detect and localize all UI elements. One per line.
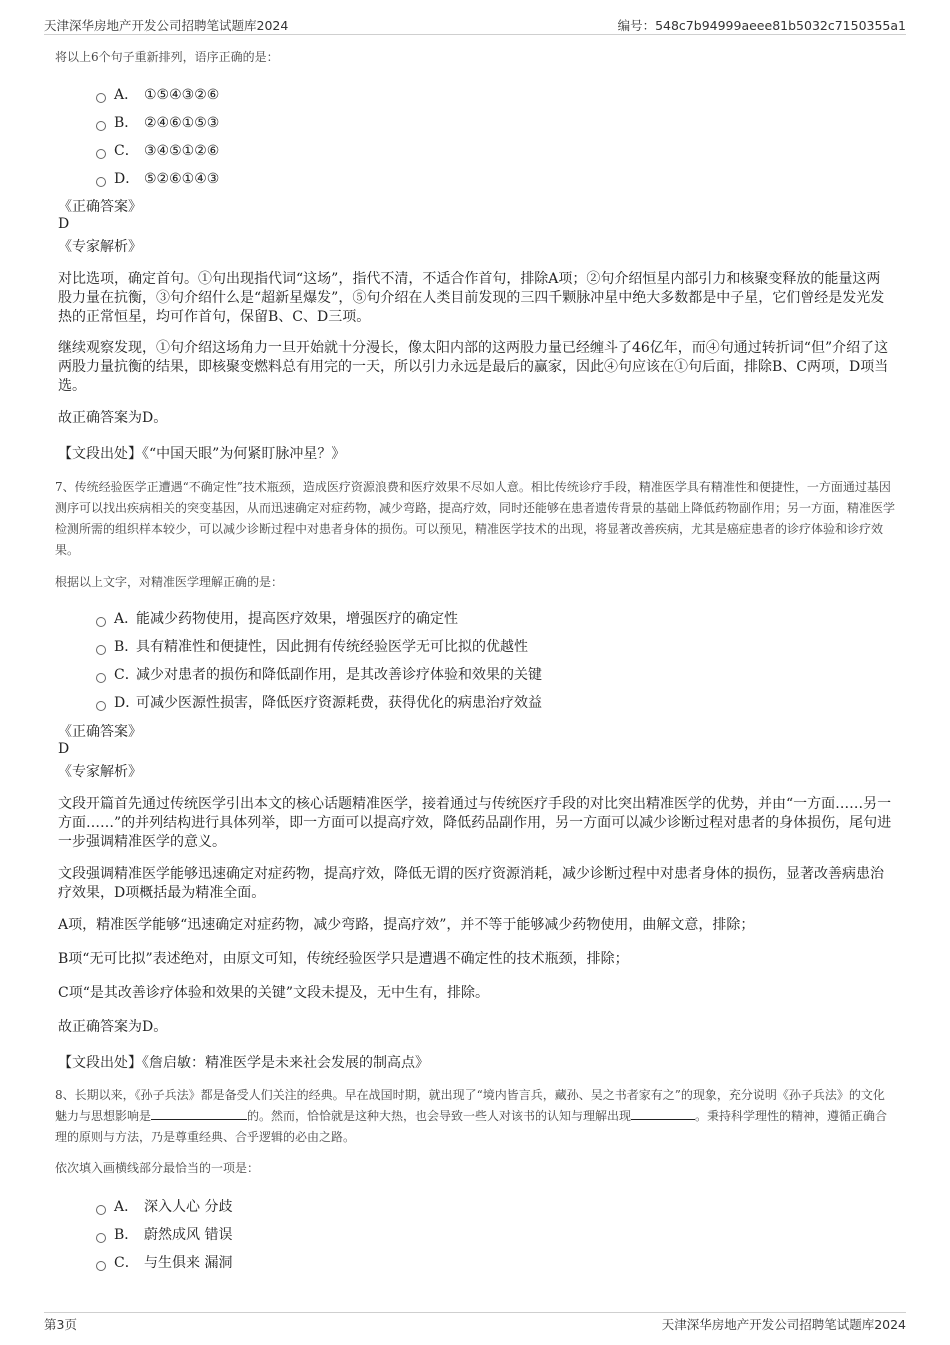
q8-question-text: 8、长期以来，《孙子兵法》都是备受人们关注的经典。早在战国时期，就出现了“境内皆言兵，藏孙、吴之书者家有之”的现象，充分说明《孙子兵法》的文化魅力与思想影响是 的。然而，恰恰就是这种大热，也会导致一些人对该书的认知与理解出现 。秉持科学理性的精神，遵循正确合理的原则与方法，乃是尊重经典、合乎逻辑的必由之路。 bbox=[55, 1088, 888, 1144]
page-number: 第3页 bbox=[44, 1317, 77, 1332]
q6-analysis-para-1: 对比选项，确定首句。①句出现指代词“这场”，指代不清，不适合作首句，排除A项；②句介绍恒星内部引力和核聚变释放的能量这两股力量在抗衡，③句介绍什么是“超新星爆发”，⑤句介绍在人类目前发现的三四千颗脉冲星中绝大多数都是中子星，它们曾经是发光发热的正常恒星，均可作首句，保留B、C、D三项。 bbox=[58, 271, 885, 325]
q6-analysis-label: 《专家解析》 bbox=[58, 239, 142, 255]
q6-analysis-para-2: 继续观察发现，①句介绍这场角力一旦开始就十分漫长，像太阳内部的这两股力量已经缠斗了46亿年，而④句通过转折词“但”介绍了这两股力量抗衡的结果，即核聚变燃料总有用完的一天，所以引力永远是最后的赢家，因此④句应该在①句后面，排除B、C两项，D项当选。 bbox=[58, 340, 889, 394]
q7-prompt: 根据以上文字，对精准医学理解正确的是： bbox=[55, 575, 284, 589]
q8-option-a[interactable]: A． 深入人心 分歧 bbox=[96, 1196, 232, 1216]
q8-option-c[interactable]: C． 与生俱来 漏洞 bbox=[96, 1252, 232, 1272]
footer-title: 天津深华房地产开发公司招聘笔试题库2024 bbox=[661, 1317, 906, 1332]
q7-option-b[interactable]: B．具有精准性和便捷性，因此拥有传统经验医学无可比拟的优越性 bbox=[96, 636, 528, 656]
radio-icon[interactable] bbox=[96, 645, 106, 655]
radio-icon[interactable] bbox=[96, 177, 106, 187]
q6-option-c[interactable]: C． ③④⑤①②⑥ bbox=[96, 140, 219, 160]
q7-analysis-para-1: 文段开篇首先通过传统医学引出本文的核心话题精准医学，接着通过与传统医疗手段的对比突出精准医学的优势，并由“一方面……另一方面……”的并列结构进行具体列举，即一方面可以提高疗效，降低药品副作用，另一方面可以减少诊断过程对患者的身体损伤，尾句进一步强调精准医学的意义。 bbox=[58, 796, 892, 850]
q8-blank-2[interactable] bbox=[631, 1107, 695, 1120]
q6-option-d[interactable]: D． ⑤②⑥①④③ bbox=[96, 168, 219, 188]
radio-icon[interactable] bbox=[96, 1233, 106, 1243]
q6-option-a[interactable]: A． ①⑤④③②⑥ bbox=[96, 84, 219, 104]
q8-prompt: 依次填入画横线部分最恰当的一项是： bbox=[55, 1161, 260, 1175]
q7-analysis-para-5: C项“是其改善诊疗体验和效果的关键”文段未提及，无中生有，排除。 bbox=[58, 985, 490, 1001]
q7-option-a[interactable]: A．能减少药物使用，提高医疗效果，增强医疗的确定性 bbox=[96, 608, 458, 628]
q7-analysis-para-4: B项“无可比拟”表述绝对，由原文可知，传统经验医学只是遭遇不确定性的技术瓶颈，排除； bbox=[58, 951, 629, 967]
q6-option-b[interactable]: B． ②④⑥①⑤③ bbox=[96, 112, 219, 132]
radio-icon[interactable] bbox=[96, 121, 106, 131]
radio-icon[interactable] bbox=[96, 673, 106, 683]
page-footer bbox=[44, 1312, 906, 1333]
page-header bbox=[44, 12, 906, 35]
radio-icon[interactable] bbox=[96, 1261, 106, 1271]
radio-icon[interactable] bbox=[96, 93, 106, 103]
radio-icon[interactable] bbox=[96, 617, 106, 627]
q7-answer: D bbox=[58, 741, 70, 757]
radio-icon[interactable] bbox=[96, 701, 106, 711]
radio-icon[interactable] bbox=[96, 149, 106, 159]
q7-analysis-para-3: A项，精准医学能够“迅速确定对症药物，减少弯路，提高疗效”，并不等于能够减少药物使用，曲解文意，排除； bbox=[58, 917, 755, 933]
q7-analysis-label: 《专家解析》 bbox=[58, 764, 142, 780]
header-serial: 编号：548c7b94999aeee81b5032c7150355a1 bbox=[617, 18, 906, 33]
q7-analysis-para-6: 故正确答案为D。 bbox=[58, 1019, 168, 1035]
q8-blank-1[interactable] bbox=[151, 1107, 247, 1120]
q6-answer-label: 《正确答案》 bbox=[58, 199, 142, 215]
q7-option-d[interactable]: D．可减少医源性损害，降低医疗资源耗费，获得优化的病患治疗效益 bbox=[96, 692, 542, 712]
q7-answer-label: 《正确答案》 bbox=[58, 724, 142, 740]
q6-answer: D bbox=[58, 216, 70, 232]
radio-icon[interactable] bbox=[96, 1205, 106, 1215]
q6-prompt: 将以上6个句子重新排列，语序正确的是： bbox=[55, 50, 279, 64]
header-title: 天津深华房地产开发公司招聘笔试题库2024 bbox=[44, 18, 289, 33]
q7-source: 【文段出处】《詹启敏：精准医学是未来社会发展的制高点》 bbox=[58, 1055, 429, 1071]
q6-source: 【文段出处】《“中国天眼”为何紧盯脉冲星？》 bbox=[58, 446, 346, 462]
q8-option-b[interactable]: B． 蔚然成风 错误 bbox=[96, 1224, 232, 1244]
q7-analysis-para-2: 文段强调精准医学能够迅速确定对症药物，提高疗效，降低无谓的医疗资源消耗，减少诊断过程中对患者身体的损伤，显著改善病患治疗效果，D项概括最为精准全面。 bbox=[58, 866, 884, 901]
q7-option-c[interactable]: C．减少对患者的损伤和降低副作用，是其改善诊疗体验和效果的关键 bbox=[96, 664, 542, 684]
q7-question-text: 7、传统经验医学正遭遇“不确定性”技术瓶颈，造成医疗资源浪费和医疗效果不尽如人意。相比传统诊疗手段，精准医学具有精准性和便捷性，一方面通过基因测序可以找出疾病相关的突变基因，从而迅速确定对症药物，减少弯路，提高疗效，同时还能够在患者遗传背景的基础上降低药物副作用；另一方面，精准医学检测所需的组织样本较少，可以减少诊断过程中对患者身体的损伤。可以预见，精准医学技术的出现，将显著改善疾病，尤其是癌症患者的诊疗体验和诊疗效果。 bbox=[55, 480, 896, 557]
q6-analysis-para-3: 故正确答案为D。 bbox=[58, 410, 168, 426]
